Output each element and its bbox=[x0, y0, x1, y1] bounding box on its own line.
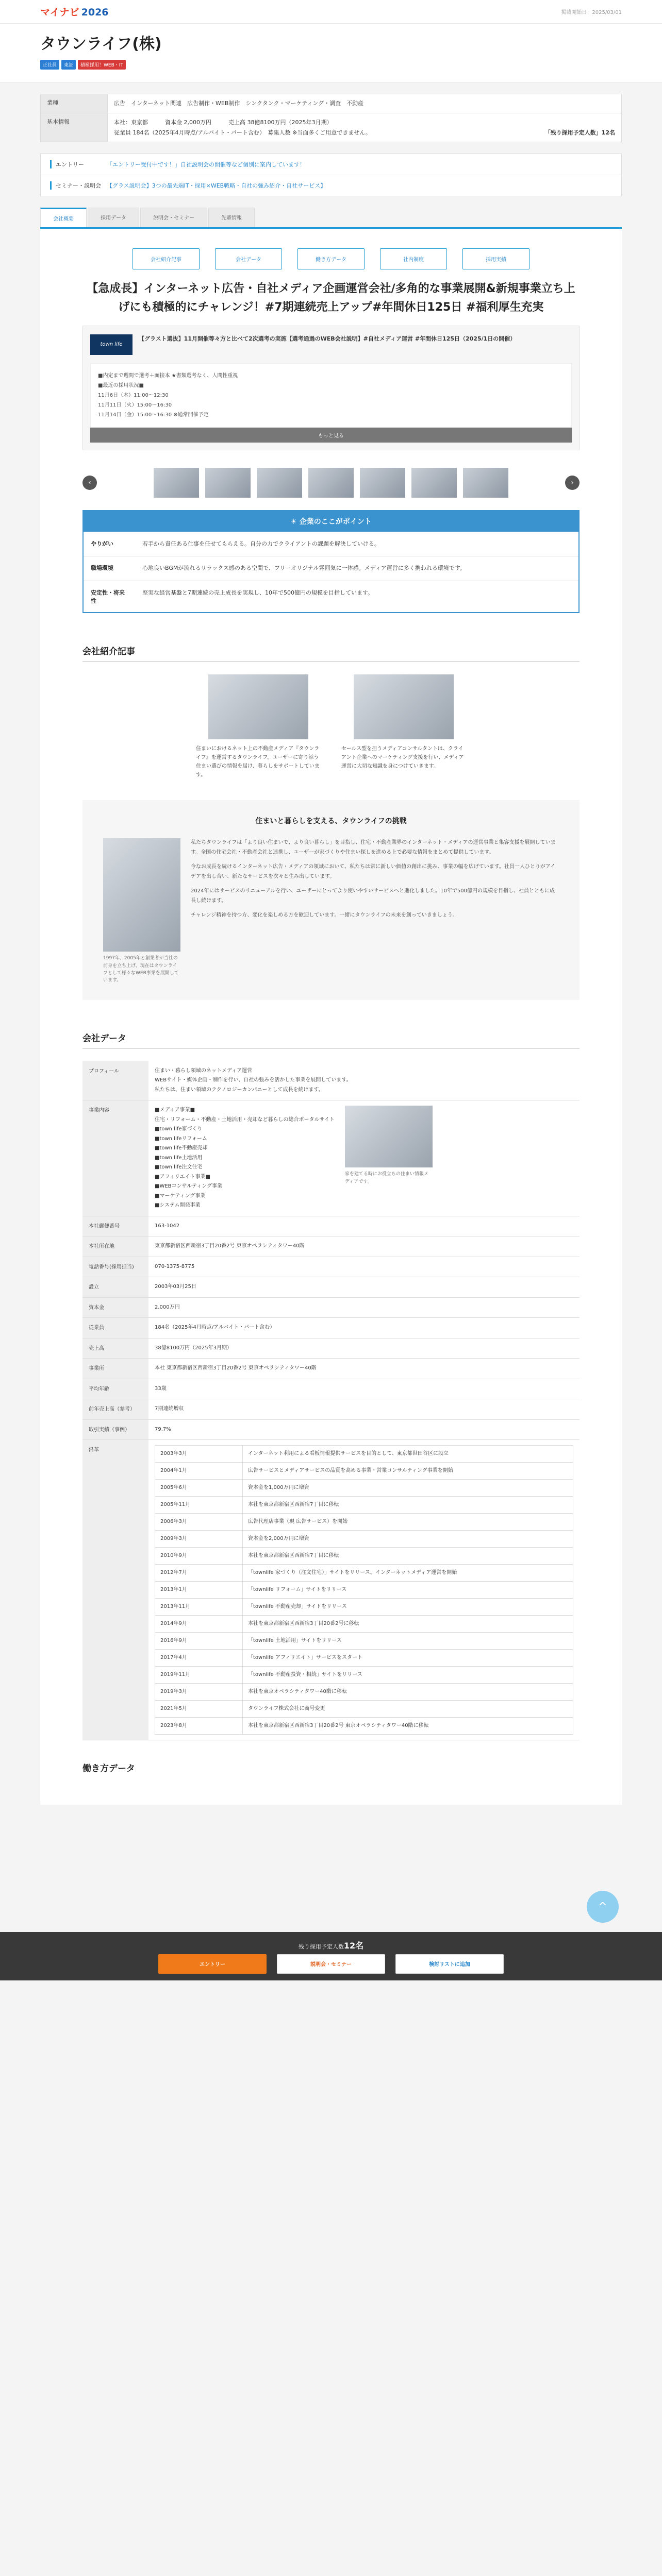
story-image bbox=[103, 838, 180, 952]
history-year: 2014年9月 bbox=[155, 1616, 243, 1633]
history-text: 本社を東京オペラシティタワー40階に移転 bbox=[243, 1684, 573, 1701]
entry-link[interactable]: 「エントリー受付中です！」自社説明会の開催等など個別に案内しています！ bbox=[107, 161, 305, 168]
row-label: 従業員 bbox=[82, 1318, 148, 1338]
business-line: ■town life家づくり bbox=[155, 1126, 203, 1132]
table-row bbox=[82, 1257, 580, 1277]
story-paragraph: チャレンジ精神を持つ方、変化を楽しめる方を歓迎しています。一緒にタウンライフの未来を創っていきましょう。 bbox=[191, 912, 458, 919]
history-text: 「townlife 土地活用」サイトをリリース bbox=[243, 1633, 573, 1650]
row-value: 本社 東京都新宿区西新宿3丁目20番2号 東京オペラシティタワー40階 bbox=[148, 1359, 580, 1379]
story-inner bbox=[103, 838, 559, 985]
business-line: ■town life不動産売却 bbox=[155, 1145, 208, 1151]
seminar-button[interactable]: 説明会・セミナー bbox=[277, 1954, 385, 1974]
job-title: 【急成長】インターネット広告・自社メディア企画運営会社/多角的な事業展開&新規事業立ち上げにも積極的にチャレンジ！#7期連続売上アップ#年間休日125日 #福利厚生充実 bbox=[87, 282, 575, 314]
article-card[interactable] bbox=[341, 674, 466, 779]
business-line: ■システム開発事業 bbox=[155, 1202, 201, 1209]
history-text: 資本金を2,000万円に増資 bbox=[243, 1531, 573, 1548]
history-year: 2017年4月 bbox=[155, 1650, 243, 1667]
row-label: 本社所在地 bbox=[82, 1236, 148, 1257]
history-text: 本社を東京都新宿区西新宿7丁目に移転 bbox=[243, 1548, 573, 1565]
history-year: 2009年3月 bbox=[155, 1531, 243, 1548]
job-card bbox=[82, 326, 580, 450]
history-year: 2019年11月 bbox=[155, 1667, 243, 1684]
row-label: 取引実績（事例） bbox=[82, 1419, 148, 1440]
gallery-photo[interactable] bbox=[411, 468, 457, 498]
history-text: 「townlife 家づくり（注文住宅）」サイトをリリース。インターネットメディア運営を開始 bbox=[243, 1565, 573, 1582]
tag-employment: 正社員 bbox=[40, 60, 59, 70]
table-row bbox=[82, 1419, 580, 1440]
logo-year: 2026 bbox=[81, 7, 109, 18]
history-row bbox=[155, 1514, 573, 1531]
point-label: 職場環境 bbox=[91, 565, 113, 572]
tab-recruit-data[interactable]: 採用データ bbox=[88, 208, 139, 227]
row-value: 38億8100万円（2025年3月期） bbox=[148, 1338, 580, 1359]
business-label: 事業内容 bbox=[82, 1100, 148, 1216]
row-value: 2003年03月25日 bbox=[148, 1277, 580, 1298]
info-section bbox=[0, 82, 662, 154]
logo-mark: マイナビ bbox=[40, 7, 79, 18]
quick-links bbox=[82, 248, 580, 269]
business-value bbox=[148, 1100, 580, 1216]
table-row bbox=[82, 1379, 580, 1399]
company-thumbnail: town life bbox=[90, 334, 133, 355]
history-year: 2004年1月 bbox=[155, 1463, 243, 1480]
tab-overview[interactable]: 会社概要 bbox=[40, 208, 87, 227]
tag-hiring: 積極採用！WEB・IT bbox=[78, 60, 126, 70]
business-line: ■town life注文住宅 bbox=[155, 1164, 203, 1171]
history-row bbox=[155, 1684, 573, 1701]
table-row bbox=[82, 1338, 580, 1359]
history-row bbox=[155, 1480, 573, 1497]
entry-button[interactable]: エントリー bbox=[158, 1954, 267, 1974]
history-row bbox=[155, 1463, 573, 1480]
row-label: 本社郵便番号 bbox=[82, 1216, 148, 1236]
table-row bbox=[82, 1100, 580, 1216]
profile-value bbox=[148, 1061, 580, 1100]
row-value: 163-1042 bbox=[148, 1216, 580, 1236]
points-title-text: 企業のここがポイント bbox=[299, 517, 372, 526]
row-label: 設立 bbox=[82, 1277, 148, 1298]
lightbulb-icon: ☀ bbox=[290, 517, 300, 526]
business-line: ■town lifeリフォーム bbox=[155, 1136, 207, 1142]
gallery-photo[interactable] bbox=[257, 468, 302, 498]
seminar-label: セミナー・説明会 bbox=[50, 181, 107, 190]
company-data-table bbox=[82, 1061, 580, 1741]
row-value: 東京都新宿区西新宿3丁目20番2号 東京オペラシティタワー40階 bbox=[148, 1236, 580, 1257]
article-text: セールス型を担うメディアコンサルタントは、クライアント企業へのマーケティング支援を行い、メディア運営に大切な知識を身につけていきます。 bbox=[341, 746, 464, 770]
article-text: 住まいにおけるネット上の不動産メディア『タウンライフ』を運営するタウンライフ。ユーザーに寄り添う住まい選びの情報を届け、暮らしをサポートしています。 bbox=[196, 746, 320, 778]
profile-line: 私たちは、住まい領域のテクノロジーカンパニーとして成長を続けます。 bbox=[155, 1087, 324, 1093]
job-card-body bbox=[90, 363, 572, 428]
story-text bbox=[191, 838, 559, 985]
job-card-title[interactable]: 【グラスト選抜】11月開催等々方と比べて2次選考の実施【選考通過のWEB会社説明】#自社メディア運営 #年間休日125日（2025/1日の開催） bbox=[139, 335, 516, 342]
business-line: ■town life土地活用 bbox=[155, 1155, 203, 1161]
job-line: ■最近の採用状況■ bbox=[98, 382, 144, 388]
history-text: 資本金を1,000万円に増資 bbox=[243, 1480, 573, 1497]
entry-label: エントリー bbox=[50, 160, 107, 168]
history-row bbox=[155, 1548, 573, 1565]
history-row bbox=[155, 1446, 573, 1463]
profile-label: プロフィール bbox=[82, 1061, 148, 1100]
row-label: 事業所 bbox=[82, 1359, 148, 1379]
basic-line-2: 従業員 184名（2025年4月時点/アルバイト・パート含む） 募集人数 ※当面多くご用意できません。 bbox=[114, 129, 371, 136]
story-paragraph: 2024年にはサービスのリニューアルを行い、ユーザーにとってより使いやすいサービスへと進化しました。10年で500億円の規模を目指し、社員とともに成長し続けます。 bbox=[191, 888, 555, 904]
update-date: 掲載開始日：2025/03/01 bbox=[561, 10, 622, 15]
table-row bbox=[82, 1297, 580, 1318]
cta-count-value: 12名 bbox=[343, 1940, 364, 1951]
job-line: 11月11日（火）15:00〜16:30 bbox=[98, 402, 172, 408]
profile-line: WEBサイト・媒体企画・制作を行い、自社の強みを活かした事業を展開しています。 bbox=[155, 1077, 352, 1083]
story-image-box bbox=[103, 838, 180, 985]
history-year: 2005年6月 bbox=[155, 1480, 243, 1497]
cta-count-label: 残り採用予定人数 bbox=[298, 1943, 344, 1950]
history-year: 2010年9月 bbox=[155, 1548, 243, 1565]
point-value: 堅実な経営基盤と7期連続の売上成長を実現し、10年で500億円の規模を目指しています。 bbox=[142, 589, 374, 597]
point-label: 安定性・将来性 bbox=[91, 589, 125, 605]
cta-count bbox=[299, 1939, 363, 1951]
history-year: 2023年8月 bbox=[155, 1718, 243, 1735]
cta-buttons bbox=[158, 1954, 504, 1974]
gallery-photo[interactable] bbox=[463, 468, 508, 498]
job-line: 11月6日（木）11:00〜12:30 bbox=[98, 392, 169, 398]
point-value: 若手から責任ある仕事を任せてもらえる。自分の力でクライアントの課題を解決していける。 bbox=[142, 540, 380, 547]
business-image bbox=[345, 1106, 433, 1167]
history-text: インターネット利用による看板情報提供サービスを目的として、東京都世田谷区に設立 bbox=[243, 1446, 573, 1463]
gallery-next-icon[interactable]: › bbox=[565, 476, 580, 490]
article-image bbox=[208, 674, 308, 739]
gallery-thumbs bbox=[102, 468, 560, 498]
story-paragraph: 私たちタウンライフは「より良い住まいで、より良い暮らし」を目指し、住宅・不動産業界のインターネット・メディアの運営事業と集客支援を展開しています。全国の住宅会社・不動産会社と連携し、ユーザーが家づくりや住まい探しを進める上で必要な情報をまとめて提供しています。 bbox=[191, 840, 556, 855]
basic-info-label: 基本情報 bbox=[41, 113, 108, 142]
history-value bbox=[148, 1440, 580, 1740]
history-row bbox=[155, 1701, 573, 1718]
history-year: 2019年3月 bbox=[155, 1684, 243, 1701]
job-card-head[interactable] bbox=[83, 326, 579, 363]
history-year: 2016年9月 bbox=[155, 1633, 243, 1650]
point-row bbox=[84, 581, 578, 612]
history-text: 本社を東京都新宿区西新宿3丁目20番2号 東京オペラシティタワー40階に移転 bbox=[243, 1718, 573, 1735]
industry-value: 広告 インターネット関連 広告制作・WEB制作 シンクタンク・マーケティング・調査 不動産 bbox=[108, 94, 622, 113]
table-row bbox=[82, 1318, 580, 1338]
point-row bbox=[84, 556, 578, 581]
tab-senior[interactable]: 先輩情報 bbox=[208, 208, 255, 227]
row-label: 電話番号(採用担当) bbox=[82, 1257, 148, 1277]
main-panel bbox=[40, 227, 622, 1805]
point-row bbox=[84, 532, 578, 556]
history-row bbox=[155, 1633, 573, 1650]
gallery-photo[interactable] bbox=[205, 468, 251, 498]
company-name: タウンライフ(株) bbox=[40, 35, 162, 53]
row-label: 売上高 bbox=[82, 1338, 148, 1359]
company-points bbox=[82, 510, 580, 613]
point-label: やりがい bbox=[91, 540, 113, 547]
history-text: 「townlife アフィリエイト」サービスをスタート bbox=[243, 1650, 573, 1667]
history-text: 本社を東京都新宿区西新宿7丁目に移転 bbox=[243, 1497, 573, 1514]
point-value: 心地良いBGMが流れるリラックス感のある空間で、フリーオリジナル雰囲気に一体感。メディア運営に多く携われる環境です。 bbox=[142, 565, 466, 572]
business-line: ■WEBコンサルティング事業 bbox=[155, 1183, 223, 1190]
story-block bbox=[82, 800, 580, 1000]
history-label: 沿革 bbox=[82, 1440, 148, 1740]
points-title bbox=[84, 511, 578, 532]
qlink-hiring-record[interactable]: 採用実績 bbox=[462, 248, 529, 269]
history-text: 「townlife 不動産投資・相続」サイトをリリース bbox=[243, 1667, 573, 1684]
qlink-work-data[interactable]: 働き方データ bbox=[297, 248, 365, 269]
history-row bbox=[155, 1667, 573, 1684]
history-year: 2005年11月 bbox=[155, 1497, 243, 1514]
row-value: 33歳 bbox=[148, 1379, 580, 1399]
history-text: 広告サービスとメディアサービスの品質を高める事業・営業コンサルティング事業を開始 bbox=[243, 1463, 573, 1480]
row-value: 070-1375-8775 bbox=[148, 1257, 580, 1277]
history-year: 2006年3月 bbox=[155, 1514, 243, 1531]
table-row bbox=[82, 1399, 580, 1420]
tag-listing: 東証 bbox=[61, 60, 76, 70]
business-line: ■アフィリエイト事業■ bbox=[155, 1174, 210, 1180]
history-row bbox=[155, 1565, 573, 1582]
site-logo[interactable] bbox=[40, 5, 109, 19]
table-row bbox=[82, 1359, 580, 1379]
page-top-button[interactable] bbox=[587, 1891, 619, 1923]
row-label: 資本金 bbox=[82, 1297, 148, 1318]
gallery-photo[interactable] bbox=[308, 468, 354, 498]
history-row bbox=[155, 1616, 573, 1633]
seminar-link[interactable]: 【グラス説明会】3つの最先端IT・採用×WEB戦略・自社の強み紹介・自社サービス】 bbox=[107, 182, 326, 190]
profile-line: 住まい・暮らし領域のネットメディア運営 bbox=[155, 1067, 253, 1074]
business-line: ■メディア事業■ bbox=[155, 1107, 195, 1113]
history-year: 2003年3月 bbox=[155, 1446, 243, 1463]
work-data-title: 働き方データ bbox=[82, 1764, 135, 1774]
row-value: 2,000万円 bbox=[148, 1297, 580, 1318]
add-to-list-button[interactable]: 検討リストに追加 bbox=[395, 1954, 504, 1974]
business-line: 住宅・リフォーム・不動産・土地活用・売却など暮らしの総合ポータルサイト bbox=[155, 1116, 335, 1123]
gallery-photo[interactable] bbox=[360, 468, 405, 498]
table-row bbox=[82, 1236, 580, 1257]
industry-label: 業種 bbox=[41, 94, 108, 113]
row-label: 前年売上高（参考） bbox=[82, 1399, 148, 1420]
cta-bar bbox=[0, 1932, 662, 1980]
gallery-photo[interactable] bbox=[154, 468, 199, 498]
entry-row[interactable] bbox=[41, 154, 621, 175]
table-row bbox=[82, 1277, 580, 1298]
company-tags bbox=[40, 60, 622, 70]
history-year: 2013年11月 bbox=[155, 1599, 243, 1616]
history-text: 本社を東京都新宿区西新宿3丁目20番2号に移転 bbox=[243, 1616, 573, 1633]
article-card[interactable] bbox=[196, 674, 321, 779]
more-button[interactable]: もっと見る bbox=[90, 428, 572, 443]
articles-list bbox=[82, 674, 580, 779]
entry-box bbox=[40, 154, 622, 196]
tab-seminar[interactable]: 説明会・セミナー bbox=[140, 208, 207, 227]
history-row bbox=[155, 1582, 573, 1599]
company-data-title: 会社データ bbox=[82, 1031, 580, 1049]
history-text: 「townlife 不動産売却」サイトをリリース bbox=[243, 1599, 573, 1616]
row-value: 7期連続増収 bbox=[148, 1399, 580, 1420]
table-row bbox=[82, 1440, 580, 1740]
info-table bbox=[40, 94, 622, 142]
remaining-note: 「残り採用予定人数」12名 bbox=[544, 129, 615, 136]
qlink-systems[interactable]: 社内制度 bbox=[380, 248, 447, 269]
arrow-up-icon: ^ bbox=[598, 1900, 608, 1913]
row-value: 79.7% bbox=[148, 1419, 580, 1440]
table-row bbox=[82, 1216, 580, 1236]
job-line: ■内定まで週間で選考＋面接本 ★書類選考なく、人間性重視 bbox=[98, 372, 238, 379]
qlink-articles[interactable]: 会社紹介記事 bbox=[133, 248, 200, 269]
history-row bbox=[155, 1718, 573, 1735]
history-text: 「townlife リフォーム」サイトをリリース bbox=[243, 1582, 573, 1599]
table-row bbox=[82, 1061, 580, 1100]
business-line: ■マーケティング事業 bbox=[155, 1193, 206, 1199]
company-header bbox=[0, 24, 662, 82]
job-line: 11月14日（金）15:00〜16:30 ※通常開催予定 bbox=[98, 412, 209, 418]
history-text: タウンライフ株式会社に商号変更 bbox=[243, 1701, 573, 1718]
history-year: 2013年1月 bbox=[155, 1582, 243, 1599]
story-paragraph: 今なお成長を続けるインターネット広告・メディアの領域において、私たちは常に新しい価値の創出に挑み、事業の幅を広げています。社員一人ひとりがアイデアを出し合い、新たなサービスを次々と生み出しています。 bbox=[191, 864, 555, 879]
seminar-row[interactable] bbox=[41, 175, 621, 196]
history-row bbox=[155, 1599, 573, 1616]
story-title: 住まいと暮らしを支える、タウンライフの挑戦 bbox=[255, 817, 407, 826]
basic-line-1: 本社：東京都 資本金 2,000万円 売上高 38億8100万円（2025年3月期） bbox=[114, 118, 333, 126]
business-caption: 家を建てる時にお役立ちの住まい情報メディアです。 bbox=[344, 1172, 428, 1184]
site-header bbox=[0, 0, 662, 24]
history-row bbox=[155, 1497, 573, 1514]
history-text: 広告代理店事業（現 広告サービス）を開始 bbox=[243, 1514, 573, 1531]
photo-gallery bbox=[82, 468, 580, 498]
story-caption: 1997年、2005年と創業者が当社の前身を立ち上げ、現在はタウンライフとして様々なWEB事業を展開しています。 bbox=[103, 956, 179, 984]
basic-info-value bbox=[108, 113, 622, 142]
history-year: 2012年7月 bbox=[155, 1565, 243, 1582]
qlink-company-data[interactable]: 会社データ bbox=[215, 248, 282, 269]
articles-title: 会社紹介記事 bbox=[82, 644, 580, 662]
business-image-box bbox=[345, 1106, 433, 1211]
history-table bbox=[155, 1445, 573, 1735]
gallery-prev-icon[interactable]: ‹ bbox=[82, 476, 97, 490]
history-row bbox=[155, 1531, 573, 1548]
row-value: 184名（2025年4月時点/アルバイト・パート含む） bbox=[148, 1318, 580, 1338]
article-image bbox=[354, 674, 454, 739]
company-tabs bbox=[40, 208, 622, 227]
history-year: 2021年5月 bbox=[155, 1701, 243, 1718]
row-label: 平均年齢 bbox=[82, 1379, 148, 1399]
history-row bbox=[155, 1650, 573, 1667]
